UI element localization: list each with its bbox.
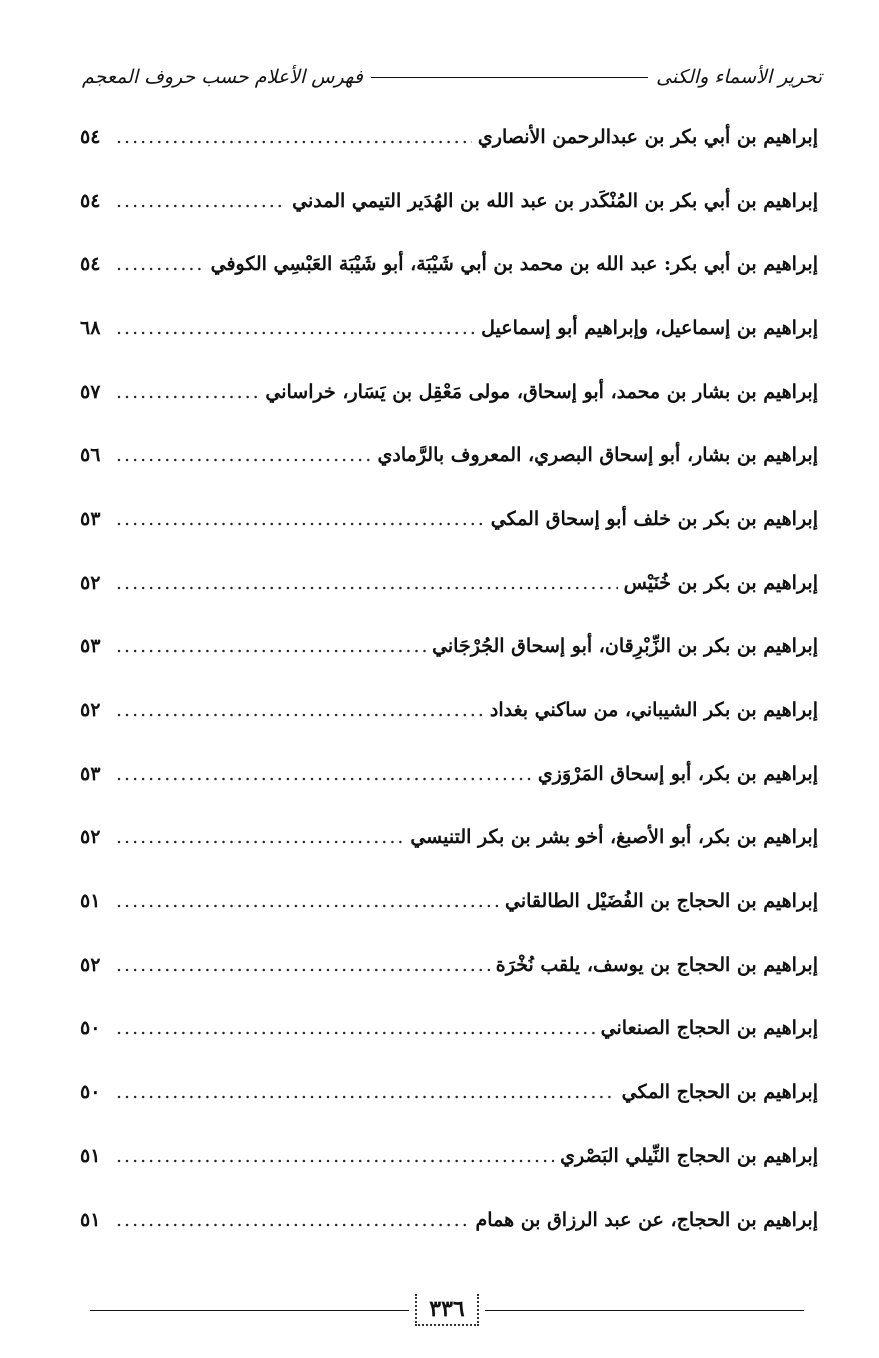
entry-name: إبراهيم بن الحجاج بن يوسف، يلقب نُخْرَة [495, 953, 818, 976]
index-entry [80, 869, 818, 933]
index-entry [80, 360, 818, 424]
entry-page: ٦٨ [80, 316, 101, 339]
entry-name: إبراهيم بن بكر بن خلف أبو إسحاق المكي [490, 507, 818, 530]
leader-dots [116, 190, 286, 212]
entry-name: إبراهيم بن أبي بكر: عبد الله بن محمد بن أبي شَيْبَة، أبو شَيْبَة العَبْسِي الكوفي [210, 253, 818, 276]
index-entry [80, 678, 818, 742]
index-entry [80, 933, 818, 997]
entry-name: إبراهيم بن الحجاج بن الفُضَيْل الطالقاني [505, 890, 818, 913]
entry-page: ٥٣ [80, 635, 101, 658]
leader-dots [116, 444, 372, 466]
entry-page: ٥١ [80, 1208, 101, 1231]
entry-name: إبراهيم بن بكر، أبو إسحاق المَرْوَزي [537, 762, 818, 785]
entry-page: ٥٣ [80, 762, 101, 785]
entry-page: ٥٦ [80, 444, 101, 467]
leader-dots [116, 1209, 470, 1231]
entry-page: ٥٠ [80, 1017, 101, 1040]
leader-dots [116, 1145, 554, 1167]
footer-rule-left [90, 1310, 409, 1311]
leader-dots [116, 508, 485, 530]
leader-dots [116, 890, 499, 912]
index-entry [80, 615, 818, 679]
entry-name: إبراهيم بن بكر بن خُنَيْس [623, 571, 818, 594]
index-entry [80, 1124, 818, 1188]
entry-page: ٥١ [80, 890, 101, 913]
leader-dots [116, 635, 426, 657]
index-entry [80, 169, 818, 233]
leader-dots [116, 381, 259, 403]
entry-name: إبراهيم بن بشار، أبو إسحاق البصري، المعروف بالرَّمادي [377, 444, 818, 467]
index-entry [80, 487, 818, 551]
entry-name: إبراهيم بن الحجاج الصنعاني [600, 1017, 818, 1040]
index-entry [80, 232, 818, 296]
entry-page: ٥٤ [80, 125, 101, 148]
leader-dots [116, 763, 532, 785]
leader-dots [116, 126, 472, 148]
page-number: ٣٣٦ [415, 1294, 478, 1326]
entry-page: ٥١ [80, 1144, 101, 1167]
leader-dots [116, 1081, 616, 1103]
entry-name: إبراهيم بن بشار بن محمد، أبو إسحاق، مولى مَعْقِل بن يَسَار، خراساني [265, 380, 818, 403]
entry-page: ٥٤ [80, 189, 101, 212]
entry-name: إبراهيم بن بكر بن الزِّبْرِقان، أبو إسحاق الجُرْجَاني [432, 635, 818, 658]
index-entry [80, 806, 818, 870]
index-entry [80, 1188, 818, 1252]
entry-name: إبراهيم بن أبي بكر بن المُنْكَدر بن عبد الله بن الهُدَير التيمي المدني [292, 189, 818, 212]
entry-page: ٥٢ [80, 826, 101, 849]
entry-name: إبراهيم بن الحجاج النِّيلي البَصْري [560, 1144, 818, 1167]
entry-name: إبراهيم بن إسماعيل، وإبراهيم أبو إسماعيل [481, 316, 818, 339]
entry-name: إبراهيم بن الحجاج، عن عبد الرزاق بن همام [475, 1208, 818, 1231]
page-footer [90, 1290, 804, 1330]
entry-page: ٥٢ [80, 699, 101, 722]
index-entry [80, 296, 818, 360]
entry-name: إبراهيم بن الحجاج المكي [621, 1081, 818, 1104]
entry-page: ٥٧ [80, 380, 101, 403]
leader-dots [116, 954, 490, 976]
footer-rule-right [485, 1310, 804, 1311]
index-entry [80, 105, 818, 169]
leader-dots [116, 1017, 595, 1039]
section-title: فهرس الأعلام حسب حروف المعجم [82, 66, 363, 88]
book-title: تحرير الأسماء والكنى [656, 66, 822, 88]
leader-dots [116, 826, 404, 848]
entry-page: ٥٢ [80, 953, 101, 976]
index-entry [80, 1060, 818, 1124]
leader-dots [116, 699, 484, 721]
entry-name: إبراهيم بن بكر الشيباني، من ساكني بغداد [489, 699, 818, 722]
leader-dots [116, 572, 618, 594]
entry-page: ٥٠ [80, 1081, 101, 1104]
header-rule [371, 77, 648, 78]
entry-page: ٥٣ [80, 507, 101, 530]
index-entry [80, 423, 818, 487]
entry-page: ٥٤ [80, 253, 101, 276]
index-list [80, 105, 818, 1251]
leader-dots [116, 317, 475, 339]
running-header [82, 60, 822, 94]
index-entry [80, 742, 818, 806]
leader-dots [116, 253, 205, 275]
index-entry [80, 997, 818, 1061]
entry-name: إبراهيم بن أبي بكر بن عبدالرحمن الأنصاري [477, 125, 818, 148]
entry-page: ٥٢ [80, 571, 101, 594]
entry-name: إبراهيم بن بكر، أبو الأصبغ، أخو بشر بن بكر التنيسي [410, 826, 818, 849]
index-entry [80, 551, 818, 615]
